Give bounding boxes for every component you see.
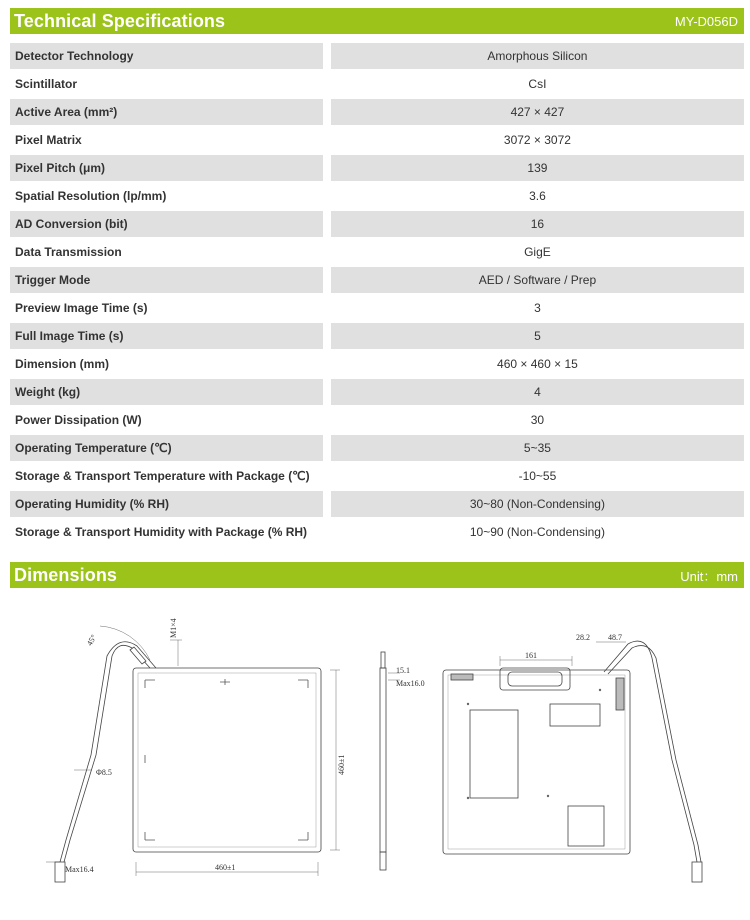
rear-label-area xyxy=(568,806,604,846)
spec-value: 460 × 460 × 15 xyxy=(497,357,578,371)
spec-value: 3.6 xyxy=(529,189,546,203)
rear-dimension-lines xyxy=(500,642,626,666)
spec-label: Full Image Time (s) xyxy=(10,323,323,349)
spec-label: Storage & Transport Temperature with Package (℃) xyxy=(15,469,310,483)
rear-cable-plug xyxy=(692,862,702,882)
side-connector xyxy=(381,652,385,668)
spec-row xyxy=(10,154,744,182)
spec-row xyxy=(10,42,744,70)
spec-value: 30~80 (Non-Condensing) xyxy=(331,491,744,517)
rear-screws xyxy=(467,689,601,799)
spec-label: AD Conversion (bit) xyxy=(10,211,323,237)
spec-value: -10~55 xyxy=(518,469,557,483)
spec-value: 4 xyxy=(331,379,744,405)
spec-section-header xyxy=(10,8,744,34)
plug-max-dimension: Max16.4 xyxy=(65,865,94,874)
rear-label-strip xyxy=(451,674,473,680)
spec-row xyxy=(10,378,744,406)
spec-label: Operating Temperature (℃) xyxy=(10,435,323,461)
handle xyxy=(500,668,570,690)
front-dimension-lines xyxy=(46,626,340,876)
spec-value: CsI xyxy=(528,77,547,91)
corner-marks xyxy=(145,679,308,840)
spec-label: Spatial Resolution (lp/mm) xyxy=(15,189,167,203)
side-plug xyxy=(380,852,386,870)
panel-active-area xyxy=(138,673,316,847)
spec-value: 427 × 427 xyxy=(331,99,744,125)
cable xyxy=(64,645,150,862)
spec-label: Preview Image Time (s) xyxy=(15,301,148,315)
battery-compartment xyxy=(470,710,518,798)
spec-label: Trigger Mode xyxy=(10,267,323,293)
model-number: MY-D056D xyxy=(674,13,738,29)
spec-value: 16 xyxy=(331,211,744,237)
spec-row xyxy=(10,406,744,434)
rear-view xyxy=(443,633,702,882)
spec-value: 10~90 (Non-Condensing) xyxy=(469,525,605,539)
spec-label: Active Area (mm²) xyxy=(10,99,323,125)
spec-row xyxy=(10,434,744,462)
spec-row xyxy=(10,182,744,210)
spec-row xyxy=(10,238,744,266)
thickness-max-dimension: Max16.0 xyxy=(396,679,425,688)
spec-value: 3072 × 3072 xyxy=(503,133,571,147)
spec-row xyxy=(10,210,744,238)
handle-grip xyxy=(508,672,562,686)
unit-label: Unit：mm xyxy=(680,568,738,584)
spec-value: AED / Software / Prep xyxy=(331,267,744,293)
spec-table xyxy=(10,42,744,546)
spec-row xyxy=(10,518,744,546)
dimensions-section-header xyxy=(10,562,744,588)
angle-dimension: 45° xyxy=(84,633,99,648)
rear-side-strip xyxy=(616,678,624,710)
cable-plug xyxy=(55,862,65,882)
spec-label: Scintillator xyxy=(15,77,78,91)
thickness-dimension: 15.1 xyxy=(396,666,410,675)
offset-a-dimension: 28.2 xyxy=(576,633,590,642)
spec-label: Operating Humidity (% RH) xyxy=(10,491,323,517)
spec-row xyxy=(10,462,744,490)
panel-front-outline xyxy=(133,668,321,852)
cable-diameter-dimension: Φ8.5 xyxy=(96,768,112,777)
spec-label: Detector Technology xyxy=(10,43,323,69)
spec-section-title: Technical Specifications xyxy=(14,10,226,31)
panel-rear-outline xyxy=(443,670,630,854)
spec-label: Pixel Matrix xyxy=(15,133,82,147)
spec-row xyxy=(10,350,744,378)
panel-side-outline xyxy=(380,668,386,852)
spec-label: Pixel Pitch (μm) xyxy=(10,155,323,181)
spec-row xyxy=(10,490,744,518)
spec-value: 3 xyxy=(534,301,541,315)
spec-value: GigE xyxy=(524,245,551,259)
handle-width-dimension: 161 xyxy=(525,651,537,660)
spec-row xyxy=(10,266,744,294)
rear-cable xyxy=(604,641,697,862)
rear-port-panel xyxy=(550,704,600,726)
spec-value: 30 xyxy=(530,413,545,427)
connector-thread-dimension: M1×4 xyxy=(169,618,178,638)
spec-label: Storage & Transport Humidity with Package (% RH) xyxy=(15,525,308,539)
offset-b-dimension: 48.7 xyxy=(608,633,622,642)
spec-label: Dimension (mm) xyxy=(15,357,110,371)
spec-row xyxy=(10,126,744,154)
spec-label: Weight (kg) xyxy=(10,379,323,405)
spec-label: Power Dissipation (W) xyxy=(15,413,142,427)
spec-value: 139 xyxy=(331,155,744,181)
spec-value: Amorphous Silicon xyxy=(331,43,744,69)
height-dimension: 460±1 xyxy=(337,754,346,775)
spec-row xyxy=(10,70,744,98)
spec-row xyxy=(10,294,744,322)
spec-value: 5~35 xyxy=(331,435,744,461)
dimensions-section-title: Dimensions xyxy=(14,564,118,585)
spec-row xyxy=(10,98,744,126)
dimension-drawing xyxy=(0,600,750,910)
width-dimension: 460±1 xyxy=(215,863,236,872)
side-view xyxy=(380,652,425,870)
spec-value: 5 xyxy=(331,323,744,349)
spec-row xyxy=(10,322,744,350)
front-view xyxy=(46,618,346,882)
spec-label: Data Transmission xyxy=(15,245,122,259)
